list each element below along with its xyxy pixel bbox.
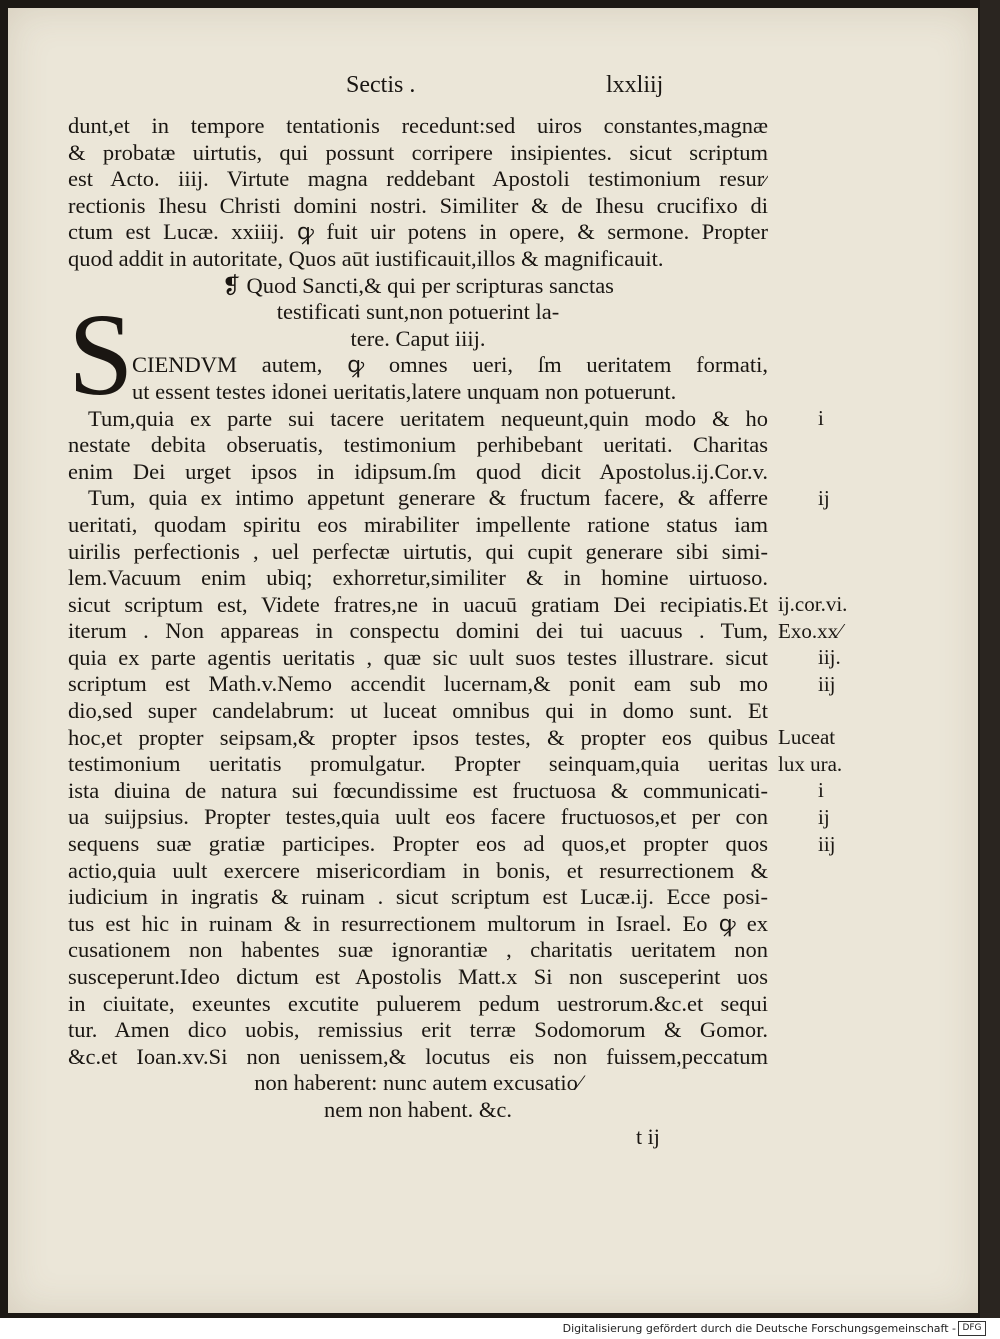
text-line: nem non habent. &c.	[323, 1096, 513, 1122]
text-line: ista diuina de natura sui fœcundissime est fructuosa & communicati-	[68, 777, 768, 803]
text-line: susceperunt.Ideo dictum est Apostolis Matt.x Si non susceperint uos	[68, 964, 768, 989]
text-line: tur. Amen dico uobis, remissius erit terræ Sodomorum & Gomor.	[68, 1017, 768, 1043]
text-line: uirilis perfectionis , uel perfectæ uirtutis, qui cupit generare sibi simi-	[68, 538, 768, 564]
page-header	[8, 70, 978, 104]
text-line: quia ex parte agentis ueritatis , quæ sic uult suos testes illustrare. sicut	[68, 644, 768, 670]
chapter-body	[68, 406, 768, 1071]
text-line: tus est hic in ruinam & in resurrectionem multorum in Israel. Eo ꝙ ex	[68, 910, 768, 936]
funding-credit: Digitalisierung gefördert durch die Deutsche Forschungsgemeinschaft -	[562, 1322, 956, 1335]
text-line: Tum, quia ex intimo appetunt generare & fructum facere, & afferre	[88, 485, 768, 511]
chapter-heading	[68, 273, 768, 353]
text-line: dunt,et in tempore tentationis recedunt:sed uiros constantes,magnæ	[68, 113, 768, 138]
text-line: ctum est Lucæ. xxiiij. ꝙ fuit uir potens in opere, & sermone. Propter	[68, 219, 768, 245]
text-line: tere. Caput iiij.	[350, 325, 486, 351]
text-line: dio,sed super candelabrum: ut luceat omnibus qui in domo sunt. Et	[68, 698, 768, 724]
text-line: rectionis Ihesu Christi domini nostri. Similiter & de Ihesu crucifixo di	[68, 192, 768, 218]
text-line: ut essent testes idonei ueritatis,latere unquam non potuerunt.	[132, 378, 677, 404]
margin-note: i	[818, 778, 824, 803]
text-line: testificati sunt,non potuerint la-	[276, 299, 560, 325]
text-line: in ciuitate, exeuntes excutite puluerem pedum uestrorum.&c.et sequi	[68, 990, 768, 1016]
text-line: est Acto. iiij. Virtute magna reddebant Apostoli testimonium resur⁄	[68, 166, 768, 192]
text-line: non haberent: nunc autem excusatio⁄	[254, 1070, 582, 1096]
text-line: ua suijpsius. Propter testes,quia uult eos facere fructuosos,et per con	[68, 804, 768, 830]
text-line: enim Dei urget ipsos in idipsum.ſm quod dicit Apostolus.ij.Cor.v.	[68, 458, 768, 484]
text-line: lem.Vacuum enim ubiq; exhorretur,similiter & in homine uirtuoso.	[68, 565, 768, 591]
text-line: hoc,et propter seipsam,& propter ipsos testes, & propter eos quibus	[68, 724, 768, 750]
text-line: scriptum est Math.v.Nemo accendit lucernam,& ponit eam sub mo	[68, 671, 768, 697]
margin-note: iij	[818, 672, 836, 696]
text-line: CIENDVM autem, ꝙ omnes ueri, ſm ueritatem formati,	[132, 352, 768, 378]
chapter-opening	[68, 352, 768, 405]
text-line: & probatæ uirtutis, qui possunt corripere insipientes. sicut scriptum	[68, 139, 768, 165]
text-line: actio,quia uult exercere misericordiam in bonis, et resurrectionem &	[68, 857, 768, 883]
text-line: iudicium in ingratis & ruinam . sicut scriptum est Lucæ.ij. Ecce posi-	[68, 884, 768, 910]
book-page	[8, 8, 978, 1313]
text-line: sequens suæ gratiæ participes. Propter eos ad quos,et propter quos	[68, 831, 768, 857]
margin-note: iij.	[818, 645, 841, 670]
running-title: Sectis .	[346, 72, 416, 98]
chapter-closing	[68, 1070, 768, 1123]
margin-note: i	[818, 406, 824, 430]
text-line: &c.et Ioan.xv.Si non uenissem,& locutus eis non fuissem,peccatum	[68, 1043, 768, 1069]
text-line: Tum,quia ex parte sui tacere ueritatem nequeunt,quin modo & ho	[88, 405, 768, 431]
text-line: cusationem non habentes suæ ignorantiæ , charitatis ueritatem non	[68, 937, 768, 963]
dfg-logo: DFG	[958, 1321, 986, 1336]
text-line: nestate debita obseruatis, testimonium perhibebant ueritati. Charitas	[68, 432, 768, 458]
book-edge	[980, 0, 1000, 1318]
text-line: ueritati, quodam spiritu eos mirabiliter impellente ratione status iam	[68, 511, 768, 537]
text-line: ❡ Quod Sancti,& qui per scripturas sanctas	[222, 272, 614, 298]
text-line: sicut scriptum est, Videte fratres,ne in uacuū gratiam Dei recipiatis.Et	[68, 591, 768, 617]
signature-mark: t ij	[636, 1124, 660, 1149]
margin-note: lux ura.	[778, 751, 843, 776]
margin-note: ij	[818, 485, 830, 510]
text-line: iterum . Non appareas in conspectu domini dei tui uacuus . Tum,	[68, 618, 768, 644]
folio-number: lxxliij	[606, 72, 664, 98]
margin-note: ij.cor.vi.	[778, 592, 848, 617]
drop-cap: S	[68, 289, 134, 420]
footer-bar	[0, 1318, 1000, 1339]
opening-paragraph	[68, 113, 768, 273]
margin-note: Luceat	[778, 725, 836, 750]
margin-note: iij	[818, 831, 836, 856]
margin-note: Exo.xx⁄	[778, 618, 842, 643]
text-block	[68, 113, 768, 1124]
margin-note: ij	[818, 805, 830, 829]
text-line: quod addit in autoritate, Quos aūt iustificauit,illos & magnificauit.	[68, 245, 664, 271]
text-line: testimonium ueritatis promulgatur. Propter seinquam,quia ueritas	[68, 751, 768, 777]
